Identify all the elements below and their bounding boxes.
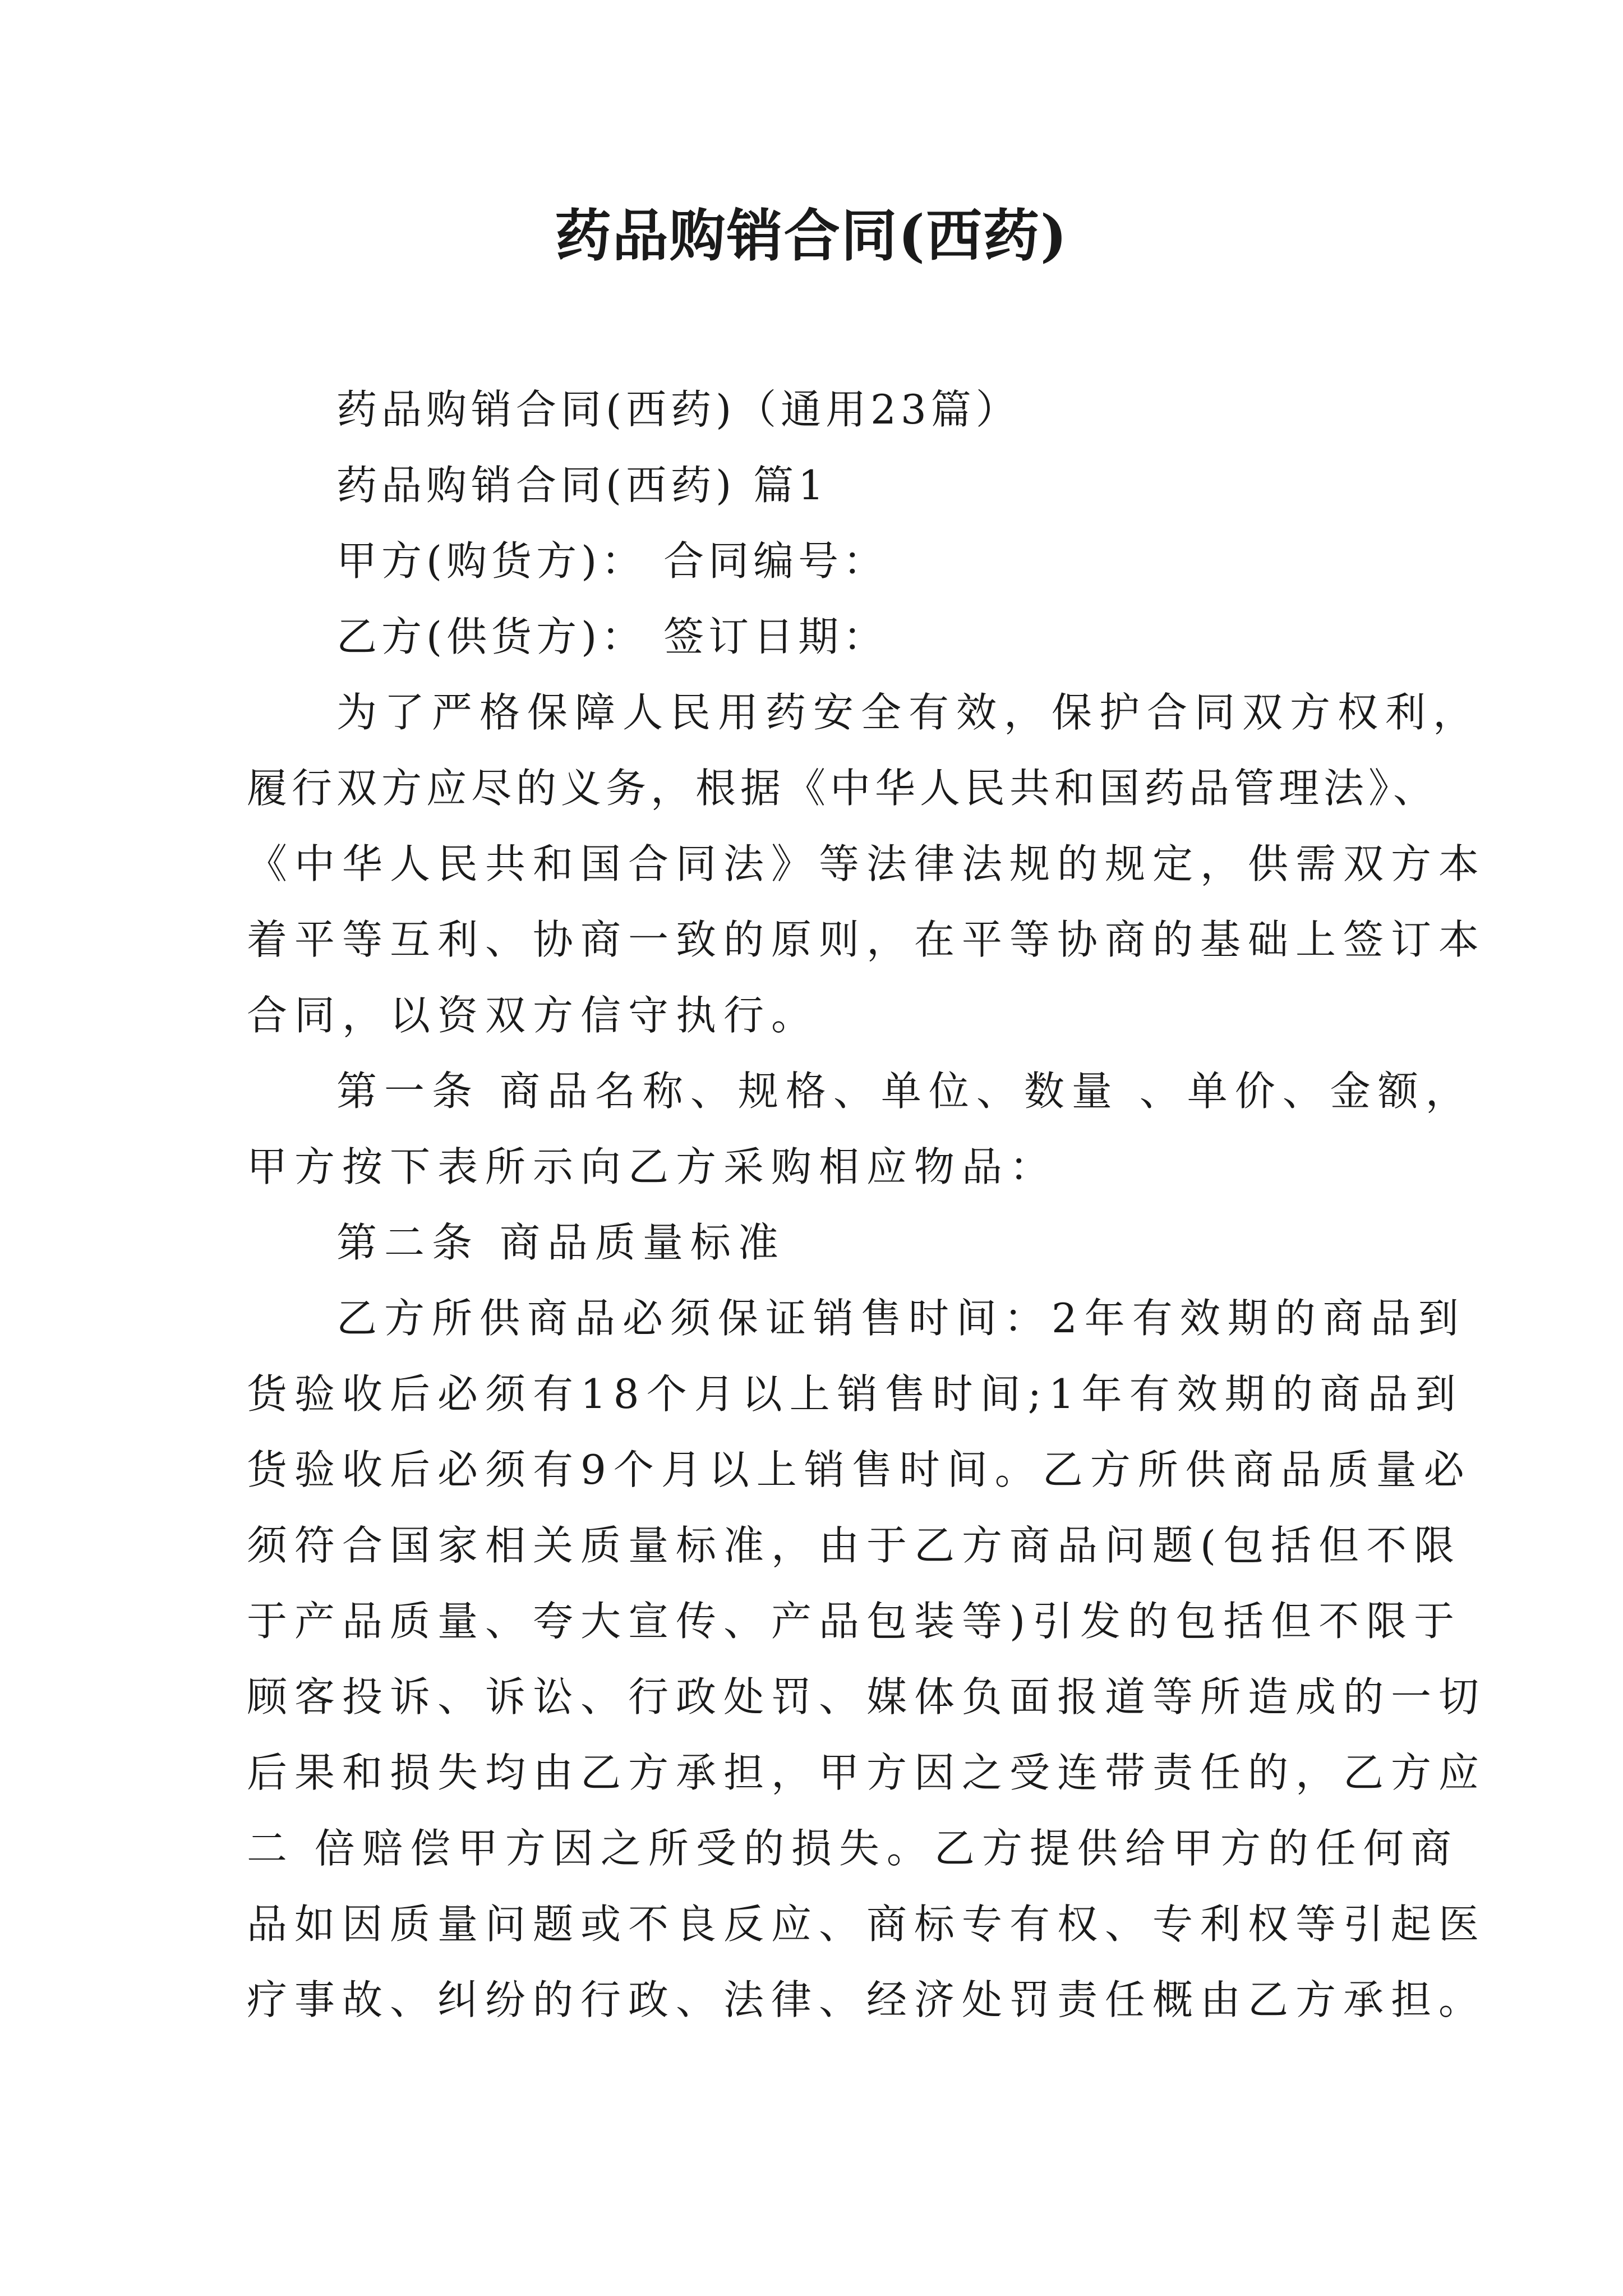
text-line: 履行双方应尽的义务，根据《中华人民共和国药品管理法》、 xyxy=(247,765,1438,812)
text-line: 后果和损失均由乙方承担，甲方因之受连带责任的，乙方应 xyxy=(247,1749,1487,1796)
text-line: 二 倍赔偿甲方因之所受的损失。乙方提供给甲方的任何商 xyxy=(247,1825,1459,1872)
text-line: 乙方(供货方)： 签订日期： xyxy=(336,613,888,660)
text-line: 甲方(购货方)： 合同编号： xyxy=(336,537,888,585)
text-line: 第二条 商品质量标准 xyxy=(336,1219,786,1266)
text-line: 乙方所供商品必须保证销售时间：2年有效期的商品到 xyxy=(336,1295,1466,1342)
text-line: 货验收后必须有18个月以上销售时间;1年有效期的商品到 xyxy=(247,1370,1463,1418)
text-line: 为了严格保障人民用药安全有效，保护合同双方权利， xyxy=(336,689,1481,736)
text-line: 《中华人民共和国合同法》等法律法规的规定，供需双方本 xyxy=(247,840,1487,887)
text-line: 药品购销合同(西药) 篇1 xyxy=(336,462,828,509)
text-line: 须符合国家相关质量标准，由于乙方商品问题(包括但不限 xyxy=(247,1522,1462,1569)
text-line: 品如因质量问题或不良反应、商标专有权、专利权等引起医 xyxy=(247,1901,1487,1948)
text-line: 合同，以资双方信守执行。 xyxy=(247,992,819,1039)
text-line: 甲方按下表所示向乙方采购相应物品： xyxy=(247,1143,1058,1190)
text-line: 疗事故、纠纷的行政、法律、经济处罚责任概由乙方承担。 xyxy=(247,1976,1487,2023)
document-title: 药品购销合同(西药) xyxy=(555,203,1068,269)
text-line: 着平等互利、协商一致的原则，在平等协商的基础上签订本 xyxy=(247,916,1487,963)
text-line: 第一条 商品名称、规格、单位、数量 、单价、金额， xyxy=(336,1068,1473,1115)
text-line: 药品购销合同(西药)（通用23篇） xyxy=(336,386,1021,433)
text-line: 顾客投诉、诉讼、行政处罚、媒体负面报道等所造成的一切 xyxy=(247,1673,1487,1720)
text-line: 于产品质量、夸大宣传、产品包装等)引发的包括但不限于 xyxy=(247,1598,1462,1645)
text-line: 货验收后必须有9个月以上销售时间。乙方所供商品质量必 xyxy=(247,1446,1472,1493)
